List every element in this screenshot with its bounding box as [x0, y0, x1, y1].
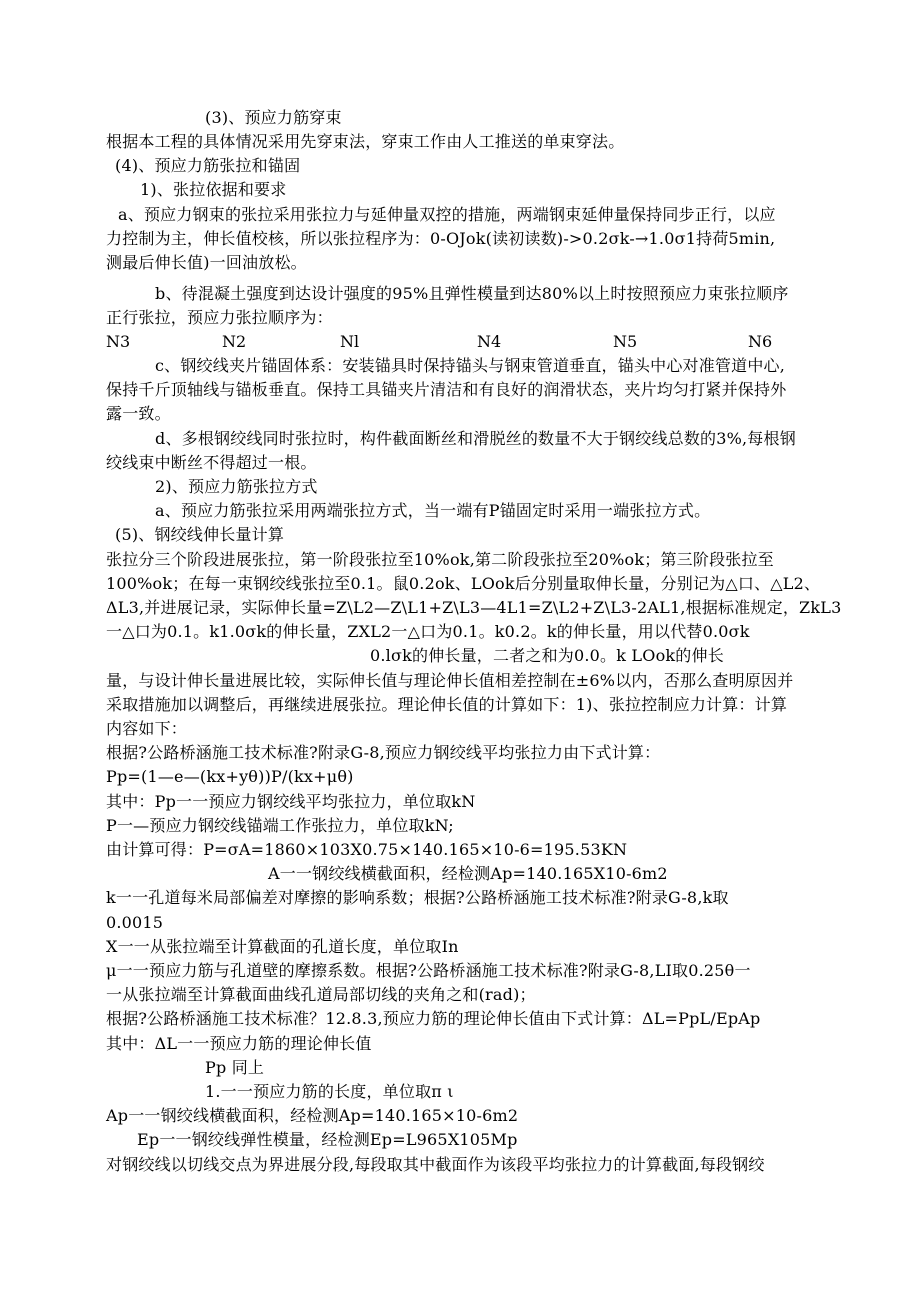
- paragraph-line: 采取措施加以调整后，再继续进展张拉。理论伸长值的计算如下：1)、张拉控制应力计算：计算: [106, 695, 788, 714]
- paragraph-line: ΔL3,并进展记录，实际伸长量=Z\L2—Z\L1+Z\L3—4L1=Z\L2+Z\L3-2AL1,根据标准规定，ZkL3: [106, 598, 842, 617]
- paragraph-line: Ap一一钢绞线横截面积，经检测Ap=140.165×10-6m2: [106, 1106, 519, 1125]
- paragraph-line: Ep一一钢绞线弹性模量，经检测Ep=L965X105Mp: [137, 1130, 518, 1149]
- paragraph-line: 根据本工程的具体情况采用先穿束法，穿束工作由人工推送的单束穿法。: [106, 132, 625, 151]
- heading-4-tensioning: (4)、预应力筋张拉和锚固: [115, 156, 301, 175]
- paragraph-line: 内容如下：: [106, 719, 188, 738]
- paragraph-line: 保持千斤顶轴线与锚板垂直。保持工具锚夹片清洁和有良好的润滑状态，夹片均匀打紧并保持外: [106, 380, 787, 399]
- paragraph-line: 由计算可得：P=σA=1860×103X0.75×140.165×10-6=195.53KN: [106, 840, 628, 859]
- paragraph-line: b、待混凝土强度到达设计强度的95%且弹性模量到达80%以上时按照预应力束张拉顺序: [155, 284, 789, 303]
- paragraph-line: 绞线束中断丝不得超过一根。: [106, 453, 317, 472]
- paragraph-line: 对钢绞线以切线交点为界进展分段,每段取其中截面作为该段平均张拉力的计算截面,每段钢绞: [106, 1155, 765, 1174]
- subheading-basis: 1)、张拉依据和要求: [140, 180, 287, 199]
- paragraph-line: c、钢绞线夹片锚固体系：安装锚具时保持锚头与钢束管道垂直，锚头中心对准管道中心,: [155, 356, 786, 375]
- paragraph-line: 根据?公路桥涵施工技术标准?附录G-8,预应力钢绞线平均张拉力由下式计算：: [106, 743, 661, 762]
- paragraph-line: 100%ok；在每一束钢绞线张拉至0.1。鼠0.2ok、LOok后分别量取伸长量，分别记为△口、△L2、: [106, 574, 821, 593]
- sequence-item: Nl: [340, 332, 360, 351]
- paragraph-line: a、预应力钢束的张拉采用张拉力与延伸量双控的措施，两端钢束延伸量保持同步正行，以应: [118, 205, 776, 224]
- paragraph-line: 其中：Pp一一预应力钢绞线平均张拉力，单位取kN: [106, 792, 476, 811]
- paragraph-line: 根据?公路桥涵施工技术标准？12.8.3,预应力筋的理论伸长值由下式计算：ΔL=PpL/EpAp: [106, 1009, 761, 1028]
- paragraph-line: 量，与设计伸长量进展比较，实际伸长值与理论伸长值相差控制在±6%以内，否那么查明原因并: [106, 671, 794, 690]
- paragraph-line: k一一孔道每米局部偏差对摩擦的影响系数；根据?公路桥涵施工技术标准?附录G-8,k取: [106, 888, 729, 907]
- paragraph-line: 1.一一预应力筋的长度，单位取π ι: [205, 1082, 454, 1101]
- paragraph-line: X一一从张拉端至计算截面的孔道长度，单位取In: [106, 937, 459, 956]
- sequence-item: N5: [613, 332, 638, 351]
- paragraph-line: 一从张拉端至计算截面曲线孔道局部切线的夹角之和(rad)；: [106, 985, 536, 1004]
- paragraph-line: A一一钢绞线横截面积，经检测Ap=140.165X10-6m2: [268, 864, 668, 883]
- paragraph-line: 一△口为0.1。k1.0σk的伸长量，ZXL2一△口为0.1。k0.2。k的伸长量，用以代替0.0σk: [106, 622, 750, 641]
- paragraph-line: 0.lσk的伸长量，二者之和为0.0。k LOok的伸长: [370, 646, 724, 665]
- formula-average-tension: Pp=(1—e—(kx+yθ))P/(kx+μθ): [106, 767, 354, 786]
- paragraph-line: a、预应力筋张拉采用两端张拉方式，当一端有P锚固定时采用一端张拉方式。: [155, 501, 711, 520]
- paragraph-line: P一—预应力钢绞线锚端工作张拉力，单位取kN;: [106, 816, 454, 835]
- paragraph-line: 正行张拉，预应力张拉顺序为：: [106, 308, 333, 327]
- paragraph-line: μ一一预应力筋与孔道壁的摩擦系数。根据?公路桥涵施工技术标准?附录G-8,LI取0.25θ一: [106, 961, 751, 980]
- paragraph-line: d、多根钢绞线同时张拉时，构件截面断丝和滑脱丝的数量不大于钢绞线总数的3%,每根钢: [155, 429, 796, 448]
- paragraph-line: 其中：ΔL一一预应力筋的理论伸长值: [106, 1034, 372, 1053]
- sequence-item: N2: [222, 332, 247, 351]
- sequence-item: N3: [106, 332, 131, 351]
- paragraph-line: 测最后伸长值)一回油放松。: [106, 253, 307, 272]
- sequence-item: N4: [477, 332, 502, 351]
- heading-3-threading: (3)、预应力筋穿束: [205, 108, 342, 127]
- paragraph-line: Pp 同上: [205, 1058, 265, 1077]
- paragraph-line: 0.0015: [106, 913, 164, 932]
- paragraph-line: 露一致。: [106, 404, 171, 423]
- sequence-item: N6: [748, 332, 773, 351]
- subheading-method: 2)、预应力筋张拉方式: [155, 477, 318, 496]
- heading-5-elongation: (5)、钢绞线伸长量计算: [115, 525, 285, 544]
- paragraph-line: 张拉分三个阶段进展张拉，第一阶段张拉至10%ok,第二阶段张拉至20%ok；第三阶段张拉至: [106, 550, 774, 569]
- paragraph-line: 力控制为主，伸长值校核，所以张拉程序为：0-OJok(读初读数)->0.2σk-→1.0σ1持荷5min,: [106, 229, 776, 248]
